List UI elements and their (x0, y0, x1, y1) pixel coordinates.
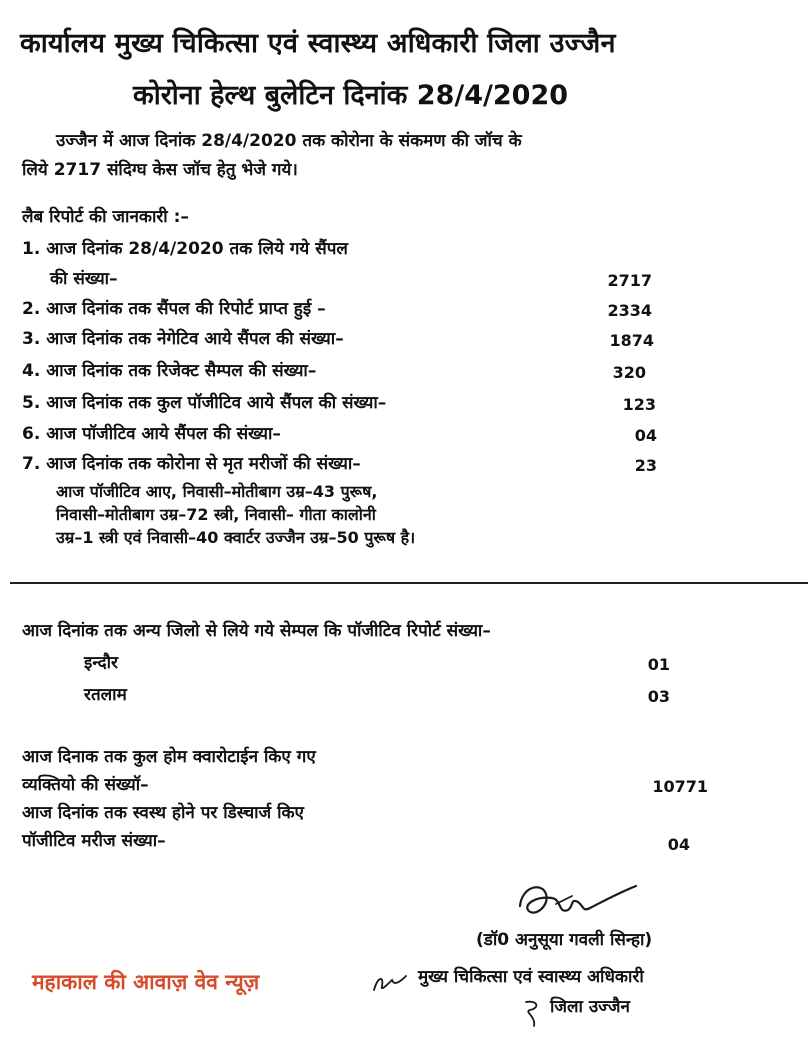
lab-item-value: 04 (634, 426, 657, 445)
initials-mark (370, 970, 410, 996)
intro-line-1: उज्जैन में आज दिनांक 28/4/2020 तक कोरोना के संकमण की जॉच के (56, 131, 522, 151)
lab-item-label: 4. आज दिनांक तक रिजेक्ट सैम्पल की संख्या– (22, 361, 317, 381)
lab-item-label: 5. आज दिनांक तक कुल पॉजीटिव आये सैंपल की संख्या– (22, 393, 387, 413)
death-detail-line: निवासी–मोतीबाग उम्र–72 स्त्री, निवासी– गीता कालोनी (56, 505, 376, 524)
officer-district: जिला उज्जैन (550, 997, 630, 1017)
district-value: 03 (647, 687, 670, 706)
lab-item-value: 2717 (607, 271, 652, 290)
intro-line-2: लिये 2717 संदिग्घ केस जॉच हेतु भेजे गये। (22, 160, 298, 180)
lab-item-label: 6. आज पॉजीटिव आये सैंपल की संख्या– (22, 424, 281, 444)
lab-item-label: 1. आज दिनांक 28/4/2020 तक लिये गये सैंपल (22, 239, 348, 259)
home-quarantine-line-1: आज दिनाक तक कुल होम क्वारोटाईन किए गए (22, 747, 316, 767)
lab-item-value: 23 (634, 456, 657, 475)
lab-item-value: 1874 (609, 331, 654, 350)
district-value: 01 (647, 655, 670, 674)
bulletin-title: कोरोना हेल्थ बुलेटिन दिनांक 28/4/2020 (133, 80, 569, 111)
lab-item-value: 2334 (607, 301, 652, 320)
initials-mark (520, 996, 546, 1030)
discharged-line-1: आज दिनांक तक स्वस्थ होने पर डिस्चार्ज किए (22, 803, 304, 823)
death-detail-line: आज पॉजीटिव आए, निवासी–मोतीबाग उम्र–43 पुरूष, (56, 482, 378, 501)
lab-item-label-cont: की संख्या– (50, 269, 118, 289)
officer-name: (डॉ0 अनुसूया गवली सिन्हा) (476, 930, 653, 950)
home-quarantine-line-2: व्यक्तियो की संख्यॉ– (22, 775, 149, 795)
section-divider (10, 582, 808, 584)
death-detail-line: उम्र–1 स्त्री एवं निवासी–40 क्वार्टर उज्जैन उम्र–50 पुरूष है। (56, 528, 416, 547)
signature-scribble (512, 876, 642, 926)
lab-item-value: 123 (622, 395, 656, 414)
lab-item-label: 7. आज दिनांक तक कोरोना से मृत मरीजों की संख्या– (22, 454, 361, 474)
other-districts-heading: आज दिनांक तक अन्य जिलो से लिये गये सेम्पल कि पॉजीटिव रिपोर्ट संख्या– (22, 621, 491, 641)
officer-designation: मुख्य चिकित्सा एवं स्वास्थ्य अधिकारी (418, 967, 644, 987)
home-quarantine-value: 10771 (652, 777, 708, 796)
district-name: इन्दौर (84, 653, 118, 673)
watermark-text: महाकाल की आवाज़ वेव न्यूज़ (32, 970, 260, 994)
lab-item-label: 3. आज दिनांक तक नेगेटिव आये सैंपल की संख्या– (22, 329, 344, 349)
district-name: रतलाम (84, 685, 127, 705)
lab-item-value: 320 (612, 363, 646, 382)
lab-report-heading: लैब रिपोर्ट की जानकारी :– (22, 207, 189, 227)
discharged-line-2: पॉजीटिव मरीज संख्या– (22, 831, 166, 851)
lab-item-label: 2. आज दिनांक तक सैंपल की रिपोर्ट प्राप्त हुई – (22, 299, 326, 319)
discharged-value: 04 (667, 835, 690, 854)
office-title: कार्यालय मुख्य चिकित्सा एवं स्वास्थ्य अधिकारी जिला उज्जैन (20, 28, 616, 59)
